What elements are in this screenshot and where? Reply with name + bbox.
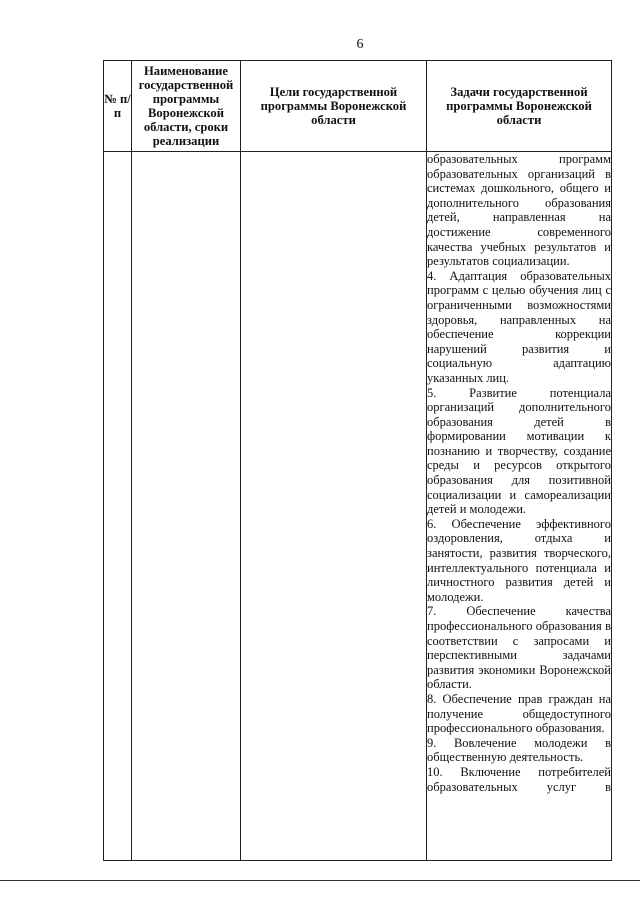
header-program-name: Наименование государственной программы Воронежской области, сроки реализации — [132, 61, 241, 152]
cell-program-name — [132, 152, 241, 861]
task-item: 8. Обеспечение прав граждан на получение общедоступного профессионального образования. — [427, 691, 611, 736]
header-goals: Цели государственной программы Воронежской области — [241, 61, 427, 152]
table-header-row — [104, 61, 612, 152]
task-item: 9. Вовлечение молодежи в общественную деятельность. — [427, 735, 611, 765]
cell-goals — [241, 152, 427, 861]
task-item: 10. Включение потребителей образовательных услуг в — [427, 764, 611, 794]
header-tasks: Задачи государственной программы Воронежской области — [427, 61, 612, 152]
cell-number — [104, 152, 132, 861]
header-number: № п/п — [104, 61, 132, 152]
task-item: 7. Обеспечение качества профессионального образования в соответствии с запросами и перспективными задачами развития экономики Воронежской области. — [427, 604, 611, 692]
program-table — [103, 60, 612, 861]
cell-tasks — [427, 152, 612, 861]
task-item: 6. Обеспечение эффективного оздоровления, отдыха и занятости, развития творческого, интеллектуального потенциала и личностного развития детей и молодежи. — [427, 516, 611, 604]
task-item: 5. Развитие потенциала организаций дополнительного образования детей в формировании мотивации к познанию и творчеству, создание среды и ресурсов открытого образования для позитивной социализации и самореализации детей и молодежи. — [427, 385, 611, 517]
page-bottom-divider — [0, 880, 640, 881]
table-row — [104, 152, 612, 861]
task-item: образовательных программ образовательных организаций в системах дошкольного, общего и дополнительного образования детей, направленная на достижение современного качества учебных результатов и результатов социализации. — [427, 152, 611, 269]
page-number: 6 — [356, 37, 364, 52]
task-item: 4. Адаптация образовательных программ с целью обучения лиц с ограниченными возможностями здоровья, направленных на обеспечение коррекции нарушений развития и социальную адаптацию указанных лиц. — [427, 268, 611, 385]
